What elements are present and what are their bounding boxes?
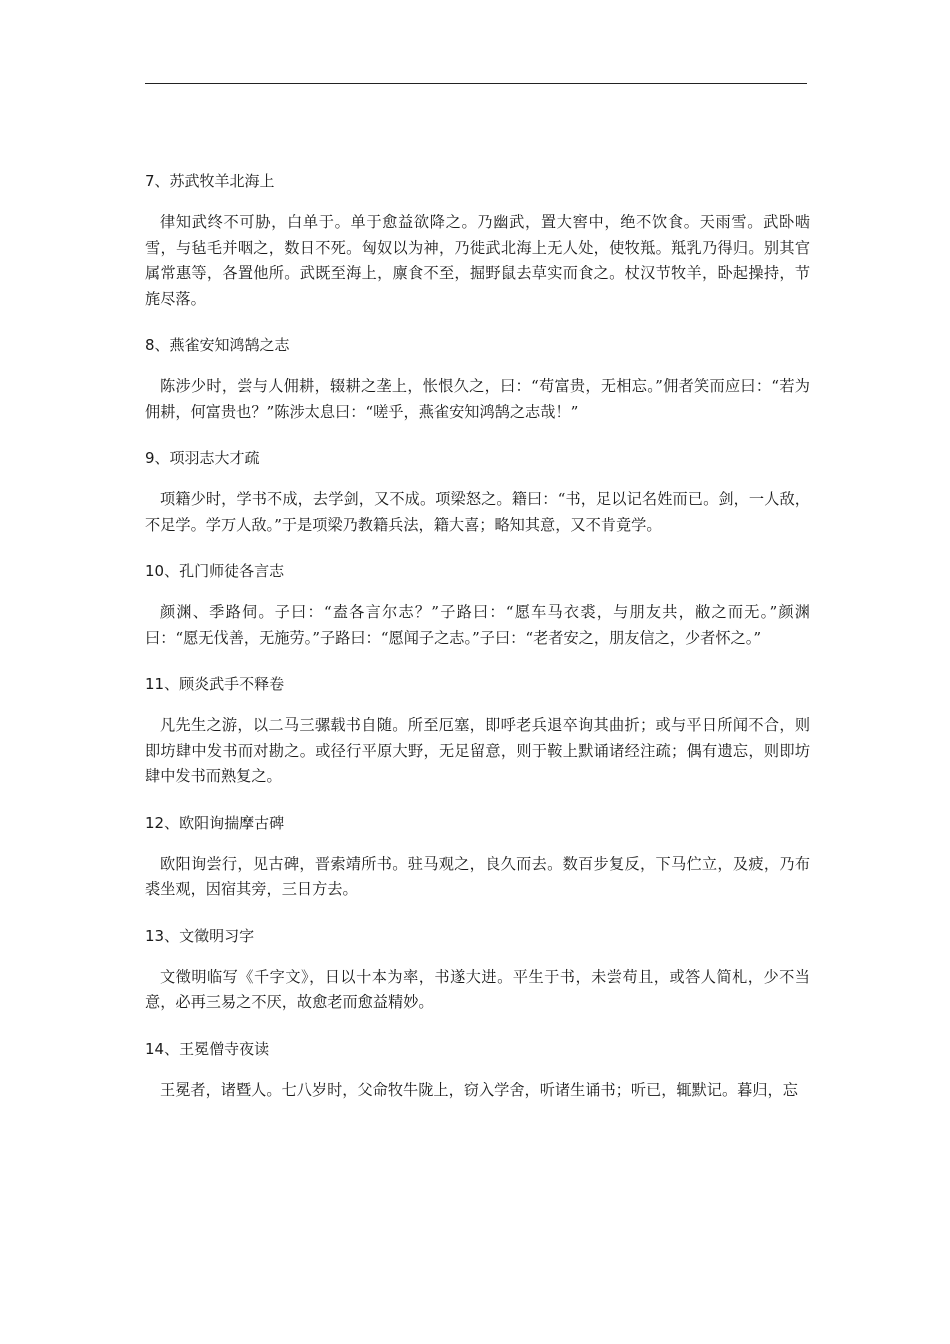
section-title: 9、项羽志大才疏 — [145, 449, 260, 467]
section-paragraph: 项籍少时，学书不成，去学剑，又不成。项梁怒之。籍曰：“书，足以记名姓而已。剑，一人敌，不足学。学万人敌。”于是项梁乃教籍兵法，籍大喜；略知其意，又不肯竟学。 — [145, 490, 810, 534]
section-title: 8、燕雀安知鸿鹄之志 — [145, 336, 290, 354]
section-paragraph: 凡先生之游，以二马三骡载书自随。所至厄塞，即呼老兵退卒询其曲折；或与平日所闻不合，则即坊肆中发书而对勘之。或径行平原大野，无足留意，则于鞍上默诵诸经注疏；偶有遗忘，则即坊肆中发书而熟复之。 — [145, 716, 810, 785]
section-paragraph: 欧阳询尝行，见古碑，晋索靖所书。驻马观之，良久而去。数百步复反，下马伫立，及疲，乃布裘坐观，因宿其旁，三日方去。 — [145, 854, 810, 898]
document-content — [145, 170, 810, 1125]
section-paragraph: 文徵明临写《千字文》，日以十本为率，书遂大进。平生于书，未尝苟且，或答人简札，少不当意，必再三易之不厌，故愈老而愈益精妙。 — [145, 967, 810, 1011]
section-paragraph: 陈涉少时，尝与人佣耕，辍耕之垄上，怅恨久之，曰：“苟富贵，无相忘。”佣者笑而应曰：“若为佣耕，何富贵也？”陈涉太息曰：“嗟乎，燕雀安知鸿鹄之志哉！” — [145, 377, 810, 421]
section-14 — [145, 1038, 810, 1104]
section-title: 11、顾炎武手不释卷 — [145, 675, 285, 693]
section-paragraph: 颜渊、季路伺。子曰：“盍各言尔志？”子路曰：“愿车马衣裘，与朋友共，敝之而无。”颜渊曰：“愿无伐善，无施劳。”子路曰：“愿闻子之志。”子曰：“老者安之，朋友信之，少者怀之。” — [145, 603, 810, 647]
section-13 — [145, 925, 810, 1016]
section-11 — [145, 673, 810, 790]
section-10 — [145, 560, 810, 651]
section-8 — [145, 334, 810, 425]
header-rule — [145, 83, 807, 84]
section-title: 14、王冕僧寺夜读 — [145, 1039, 270, 1058]
section-7 — [145, 170, 810, 312]
section-title: 12、欧阳询揣摩古碑 — [145, 813, 285, 832]
section-9 — [145, 447, 810, 538]
section-title: 7、苏武牧羊北海上 — [145, 172, 275, 190]
section-paragraph: 王冕者，诸暨人。七八岁时，父命牧牛陇上，窃入学舍，听诸生诵书；听已，辄默记。暮归，忘 — [160, 1080, 798, 1099]
section-paragraph: 律知武终不可胁，白单于。单于愈益欲降之。乃幽武，置大窖中，绝不饮食。天雨雪。武卧啮雪，与毡毛并咽之，数日不死。匈奴以为神，乃徙武北海上无人处，使牧羝。羝乳乃得归。别其官属常惠等，各置他所。武既至海上，廪食不至，掘野鼠去草实而食之。杖汉节牧羊，卧起操持，节旄尽落。 — [145, 213, 810, 308]
section-title: 10、孔门师徒各言志 — [145, 562, 285, 580]
section-title: 13、文徵明习字 — [145, 926, 255, 945]
section-12 — [145, 812, 810, 903]
